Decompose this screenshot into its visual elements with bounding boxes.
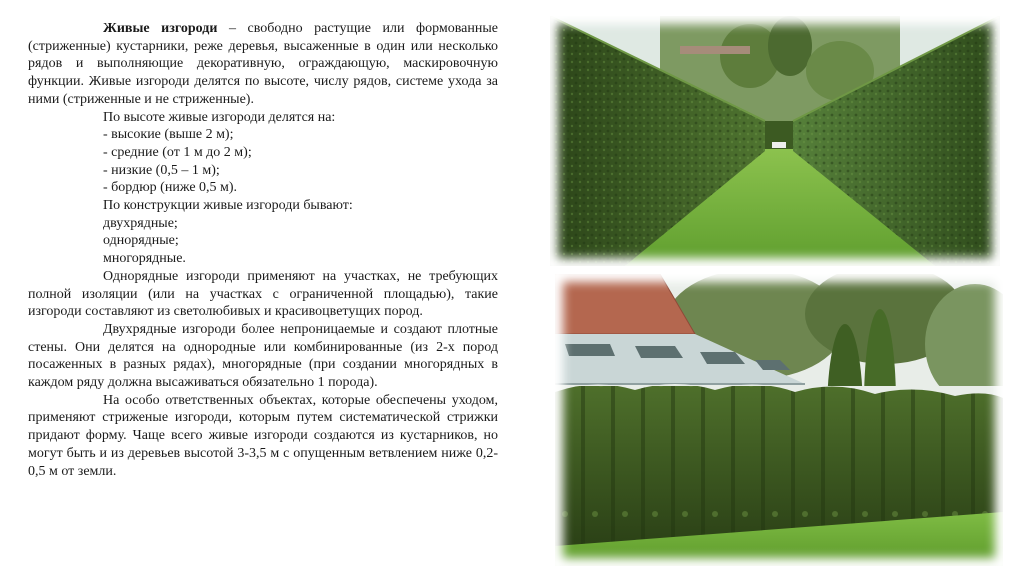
construction-item-single: однорядные; <box>103 233 179 249</box>
construction-item-double: двухрядные; <box>103 215 178 231</box>
trimmed-hedge-image <box>555 274 1003 566</box>
height-item-border: - бордюр (ниже 0,5 м). <box>103 180 238 196</box>
construction-intro: По конструкции живые изгороди бывают: <box>103 198 353 214</box>
construction-item-multi: многорядные. <box>103 251 186 267</box>
intro-paragraph-text: – свободно растущие или формованные (стриженные) кустарники, реже деревья, высаженные в один или несколько рядов и выполняющие декоративную, ограждающую, маскировочную функции. Живые изгороди делятся по высоте, числу рядов, системе ухода за ними (стриженные и не стриженные). <box>28 21 498 107</box>
text-content <box>28 20 498 480</box>
intro-paragraph <box>28 20 498 109</box>
height-intro: По высоте живые изгороди делятся на: <box>103 109 336 125</box>
hedge-corridor-image <box>550 16 1000 266</box>
double-row-paragraph: Двухрядные изгороди более непроницаемые и создают плотные стены. Они делятся на однородные или комбинированные (из 2-х пород посаженных в разных рядах), многорядные (при создании многорядных в каждом ряду должна высаживаться обязательно 1 порода). <box>28 321 498 391</box>
hedge-corridor-photo <box>550 16 1000 266</box>
height-item-high: - высокие (выше 2 м); <box>103 127 234 143</box>
single-row-paragraph: Однорядные изгороди применяют на участках, не требующих полной изоляции (или на участках с ограниченной площадью), такие изгороди составляют из светолюбивых и красивоцветущих пород. <box>28 268 498 320</box>
height-item-medium: - средние (от 1 м до 2 м); <box>103 144 252 160</box>
trimmed-paragraph: На особо ответственных объектах, которые обеспечены уходом, применяют стриженые изгороди, которым путем систематической стрижки придают форму. Чаще всего живые изгороди создаются из кустарников, но могут быть и из деревьев высотой 3-3,5 м с опущенным ветвлением ниже 0,2-0,5 м от земли. <box>28 392 498 479</box>
trimmed-hedge-greenhouse-photo <box>555 274 1003 566</box>
height-item-low: - низкие (0,5 – 1 м); <box>103 162 220 178</box>
heading-term: Живые изгороди <box>103 21 218 36</box>
